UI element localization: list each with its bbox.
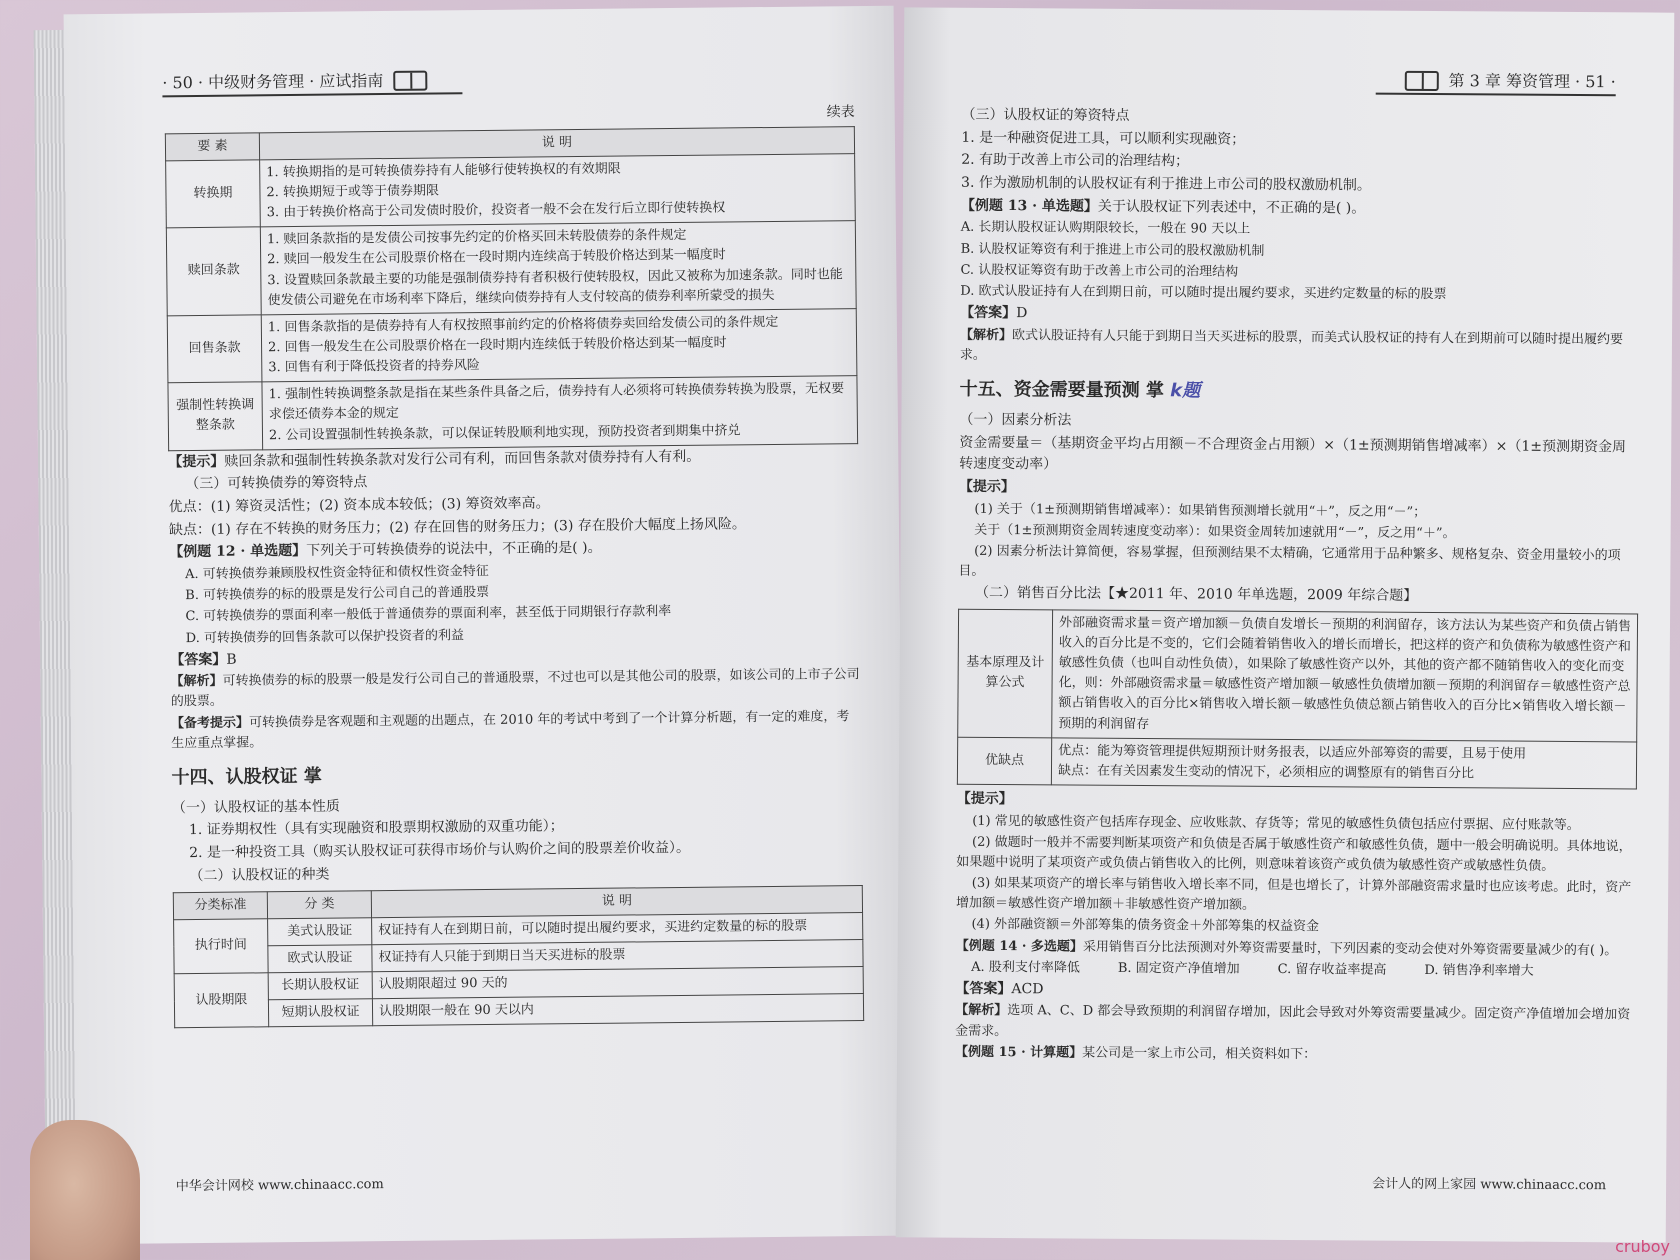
prep-text: 可转换债券是客观题和主观题的出题点，在 2010 年的考试中考到了一个计算分析题，有一定的难度，考生应重点掌握。 — [171, 708, 850, 752]
option: B. 固定资产净值增加 — [1117, 960, 1240, 977]
option: D. 可转换债券的回售条款可以保护投资者的利益 — [185, 627, 465, 646]
tip-item: (2) 做题时一般并不需要判断某项资产和负债是否属于敏感性资产和敏感性负债，题中一般会明确说明。具体地说，如果题中说明了某项资产或负债占销售收入的比例，则意味着该资产或负债为敏感性资产或敏感性负债。 — [956, 834, 1632, 874]
list-item: 2. 是一种投资工具（购买认股权证可获得市场价与认购价之间的股票差价收益）。 — [189, 840, 691, 862]
warrant-types-table — [173, 885, 864, 1029]
tip-tag: 【提示】 — [956, 790, 1013, 808]
table-row — [168, 376, 858, 451]
desc-cell: 权证持有人只能于到期日当天买进标的股票 — [372, 939, 863, 971]
left-running-head-text: · 50 · 中级财务管理 · 应试指南 — [162, 71, 384, 93]
row-key: 强制性转换调整条款 — [168, 382, 263, 450]
type-cell: 短期认股权证 — [268, 999, 372, 1027]
tip-item: (4) 外部融资额＝外部筹集的债务资金＋外部筹集的权益资金 — [971, 917, 1320, 935]
list-item: 2. 有助于改善上市公司的治理结构； — [961, 152, 1190, 170]
table-row — [166, 221, 856, 316]
desc-cell: 权证持有人在到期日前，可以随时提出履约要求，买进约定数量的标的股票 — [372, 912, 863, 944]
explanation-text: 选项 A、C、D 都会导致预期的利润留存增加，因此会导致对外筹资需要量减少。固定资产净值增加会增加资金需求。 — [955, 1003, 1631, 1039]
option: C. 留存收益率提高 — [1277, 961, 1387, 978]
table-header: 分类标准 — [173, 891, 267, 919]
left-content — [165, 102, 865, 1028]
list-item: 3. 作为激励机制的认股权证有利于推进上市公司的股权激励机制。 — [961, 174, 1371, 194]
list-item: 1. 是一种融资促进工具，可以顺利实现融资； — [961, 129, 1246, 148]
subsection-heading: （三）可转换债券的筹资特点 — [185, 474, 368, 493]
right-footer: 会计人的网上家园 www.chinaacc.com — [1372, 1176, 1607, 1194]
right-page — [896, 7, 1675, 1242]
desc-cell: 认股期限超过 90 天的 — [372, 967, 863, 999]
explanation-tag: 【解析】 — [170, 674, 223, 690]
section-title: 十五、资金需要量预测 — [959, 378, 1140, 401]
table-header: 分 类 — [267, 890, 371, 918]
option: A. 股利支付率降低 — [971, 959, 1080, 976]
open-book-icon — [1404, 71, 1438, 91]
row-key: 基本原理及计算公式 — [958, 609, 1053, 737]
left-page — [64, 6, 907, 1245]
table-row — [166, 153, 856, 228]
open-book-icon — [393, 71, 427, 91]
table-row — [174, 994, 863, 1028]
option: B. 可转换债券的标的股票是发行公司自己的普通股票 — [185, 585, 490, 604]
row-desc: 外部融资需求量＝资产增加额－负债自发增长－预期的利润留存，该方法认为某些资产和负债占销售收入的百分比是不变的，它们会随着销售收入的增长而增长，把这样的资产和负债称为敏感性资产和敏感性负债（也叫自动性负债），如果除了敏感性资产以外，其他的资产都不随销售收入的变化而变化，则：外部融资需求量＝敏感性资产增加额－敏感性负债增加额－预期的利润留存＝敏感性资产总额占销售收入的百分比×销售收入增长额－敏感性负债总额占销售收入的百分比×销售收入增长额－预期的利润留存 — [1052, 610, 1638, 742]
row-item: 1. 转换期指的是可转换债券持有人能够行使转换权的有效期限 — [266, 161, 621, 181]
table-header: 要 素 — [165, 133, 259, 161]
mastery-mark: 掌 — [1145, 379, 1164, 402]
group-key: 执行时间 — [174, 918, 269, 973]
tip-item: (2) 因素分析法计算简便，容易掌握，但预测结果不太精确，它通常用于品种繁多、规格复杂、资金用量较小的项目。 — [958, 543, 1621, 579]
type-cell: 美式认股证 — [268, 917, 372, 945]
prep-tag: 【备考提示】 — [170, 715, 250, 731]
desc-cell: 认股期限一般在 90 天以内 — [372, 994, 863, 1026]
book — [30, 0, 1680, 1260]
right-running-head-text: 第 3 章 筹资管理 · 51 · — [1448, 71, 1616, 92]
left-footer: 中华会计网校 www.chinaacc.com — [175, 1176, 384, 1195]
row-item: 1. 赎回条款指的是发债公司按事先约定的价格买回未转股债券的条件规定 — [266, 228, 687, 248]
row-item: 2. 公司设置强制性转换条款，可以保证转股顺利地实现，预防投资者到期集中挤兑 — [268, 422, 741, 443]
type-cell: 欧式认股证 — [268, 945, 372, 973]
tip-item: (1) 常见的敏感性资产包括库存现金、应收账款、存货等；常见的敏感性负债包括应付票据、应付账款等。 — [972, 813, 1580, 833]
explanation-text: 可转换债券的标的股票一般是发行公司自己的普通股票，不过也可以是其他公司的股票，如该公司的上市子公司的股票。 — [170, 667, 860, 710]
prep-tip — [171, 707, 861, 755]
table-row — [958, 609, 1638, 742]
tip-item: (1) 关于（1±预测期销售增减率）：如果销售预测增长就用“＋”，反之用“－”； — [974, 501, 1427, 520]
table-row — [957, 737, 1636, 789]
subsection-heading: （一）认股权证的基本性质 — [171, 798, 340, 817]
row-item: 2. 转换期短于或等于债券期限 — [266, 183, 440, 201]
subsection-heading: （二）认股权证的种类 — [189, 866, 330, 884]
row-desc — [260, 153, 856, 227]
explanation-tag: 【解析】 — [955, 1003, 1008, 1019]
right-running-head — [1404, 69, 1615, 95]
example-question: 采用销售百分比法预测对外筹资需要量时，下列因素的变动会使对外筹资需要量减少的有( )。 — [1082, 939, 1618, 958]
table-row — [167, 308, 857, 383]
row-item: 1. 回售条款指的是债券持有人有权按照事前约定的价格将债券卖回给发债公司的条件规定 — [267, 314, 779, 336]
answer-tag: 【答案】 — [170, 651, 227, 668]
tip-text: 赎回条款和强制性转换条款对发行公司有利，而回售条款对债券持有人有利。 — [224, 448, 701, 470]
answer-value: B — [226, 651, 237, 668]
convertible-bond-elements-table — [165, 126, 858, 451]
row-desc — [262, 376, 858, 450]
group-key: 认股期限 — [174, 973, 269, 1028]
option: A. 长期认股权证认购期限较长，一般在 90 天以上 — [960, 220, 1251, 238]
section-15-heading — [960, 376, 1640, 409]
row-item: 3. 由于转换价格高于公司发债时股价，投资者一般不会在发行后立即行使转换权 — [266, 200, 726, 221]
row-desc — [260, 221, 856, 315]
explanation-text: 欧式认股证持有人只能于到期日当天买进标的股票，而美式认股权证的持有人在到期前可以随时提出履约要求。 — [959, 327, 1624, 363]
option: D. 销售净利率增大 — [1424, 962, 1534, 979]
example-question: 关于认股权证下列表述中，不正确的是( )。 — [1097, 198, 1366, 217]
table-header: 说 明 — [259, 126, 854, 159]
example-tag: 【例题 12 · 单选题】 — [169, 543, 307, 561]
subsection-heading: （三）认股权证的筹资特点 — [961, 106, 1130, 124]
type-cell: 长期认股权证 — [268, 972, 372, 1000]
option: C. 可转换债券的票面利率一般低于普通债券的票面利率，甚至低于同期银行存款利率 — [185, 604, 672, 625]
example-question: 下列关于可转换债券的说法中，不正确的是( )。 — [306, 540, 602, 560]
thumb — [30, 1120, 140, 1260]
sales-percentage-table — [957, 609, 1638, 790]
row-item: 2. 赎回一般发生在公司股票价格在一段时期内连续高于转股价格达到某一幅度时 — [267, 247, 726, 268]
right-content — [955, 104, 1642, 1069]
row-item: 3. 回售有利于降低投资者的持券风险 — [268, 358, 480, 376]
tip-item: (3) 如果某项资产的增长率与销售收入增长率不同，但是也增长了，计算外部融资需求量时也应该考虑。此时，资产增加额＝敏感性资产增加额＋非敏感性资产增加额。 — [955, 875, 1632, 914]
list-item: 1. 证券期权性（具有实现融资和股票期权激励的双重功能）； — [188, 818, 564, 839]
option: C. 认股权证筹资有助于改善上市公司的治理结构 — [960, 262, 1239, 280]
example-tag: 【例题 15 · 计算题】 — [954, 1044, 1083, 1061]
subsection-heading: （一）因素分析法 — [959, 411, 1072, 429]
tip-tag: 【提示】 — [168, 453, 225, 470]
pros-text: 优点：(1) 筹资灵活性；(2) 资本成本较低；(3) 筹资效率高。 — [168, 495, 550, 516]
handwritten-note: k题 — [1170, 380, 1201, 402]
mastery-mark: 掌 — [303, 765, 322, 787]
row-desc: 优点：能为筹资管理提供短期预计财务报表，以适应外部筹资的需要，且易于使用 缺点：在有关因素发生变动的情况下，必须相应的调整原有的销售百分比 — [1051, 738, 1636, 789]
tip-item: 关于（1±预测期资金周转速度变动率）：如果资金周转加速就用“－”，反之用“＋”。 — [974, 522, 1456, 541]
row-key: 回售条款 — [167, 315, 262, 383]
row-key: 优缺点 — [957, 737, 1051, 785]
row-item: 3. 设置赎回条款最主要的功能是强制债券持有者积极行使转股权，因此又被称为加速条款。同时也能使发债公司避免在市场利率下降后，继续向债券持有人支付较高的债券利率所蒙受的损失 — [267, 266, 843, 308]
cons-text: 缺点：(1) 存在不转换的财务压力；(2) 存在回售的财务压力；(3) 存在股价大幅度上扬风险。 — [168, 515, 746, 539]
example-15 — [955, 1042, 1635, 1067]
right-head-rule — [1376, 93, 1616, 97]
answer-value: ACD — [1011, 980, 1044, 998]
section-14-heading — [171, 757, 861, 792]
explanation-13 — [960, 325, 1640, 370]
option: B. 认股权证筹资有利于推进上市公司的股权激励机制 — [960, 241, 1265, 259]
row-key: 赎回条款 — [166, 227, 261, 316]
row-item: 2. 回售一般发生在公司股票价格在一段时期内连续低于转股价格达到某一幅度时 — [268, 335, 727, 356]
example-question: 某公司是一家上市公司，相关资料如下： — [1082, 1045, 1317, 1062]
row-key: 转换期 — [166, 160, 261, 228]
row-desc — [261, 308, 857, 382]
explanation-tag: 【解析】 — [959, 327, 1013, 343]
option: A. 可转换债券兼顾股权性资金特征和债权性资金特征 — [184, 564, 489, 583]
formula: 资金需要量＝（基期资金平均占用额－不合理资金占用额）×（1±预测期销售增减率）×（1±预测期资金周转速度变动率） — [959, 434, 1627, 473]
tip-tag: 【提示】 — [958, 478, 1016, 496]
answer-value: D — [1016, 305, 1028, 322]
example-tag: 【例题 13 · 单选题】 — [960, 197, 1098, 215]
explanation-12 — [170, 665, 860, 713]
answer-tag: 【答案】 — [955, 980, 1012, 997]
subsection-heading: （二）销售百分比法【★2011 年、2010 年单选题，2009 年综合题】 — [974, 585, 1418, 605]
section-title: 十四、认股权证 — [171, 765, 298, 789]
example-tag: 【例题 14 · 多选题】 — [955, 938, 1084, 955]
option: D. 欧式认股证持有人在到期日前，可以随时提出履约要求，买进约定数量的标的股票 — [960, 283, 1447, 302]
watermark: cruboy — [1615, 1237, 1670, 1256]
continued-label: 续表 — [826, 104, 855, 121]
row-item: 1. 强制性转换调整条款是指在某些条件具备之后，债券持有人必须将可转换债券转换为股票，无权要求偿还债券本金的规定 — [268, 381, 845, 423]
table-header: 说 明 — [371, 885, 862, 917]
answer-tag: 【答案】 — [960, 304, 1017, 322]
explanation-14 — [955, 1001, 1635, 1046]
